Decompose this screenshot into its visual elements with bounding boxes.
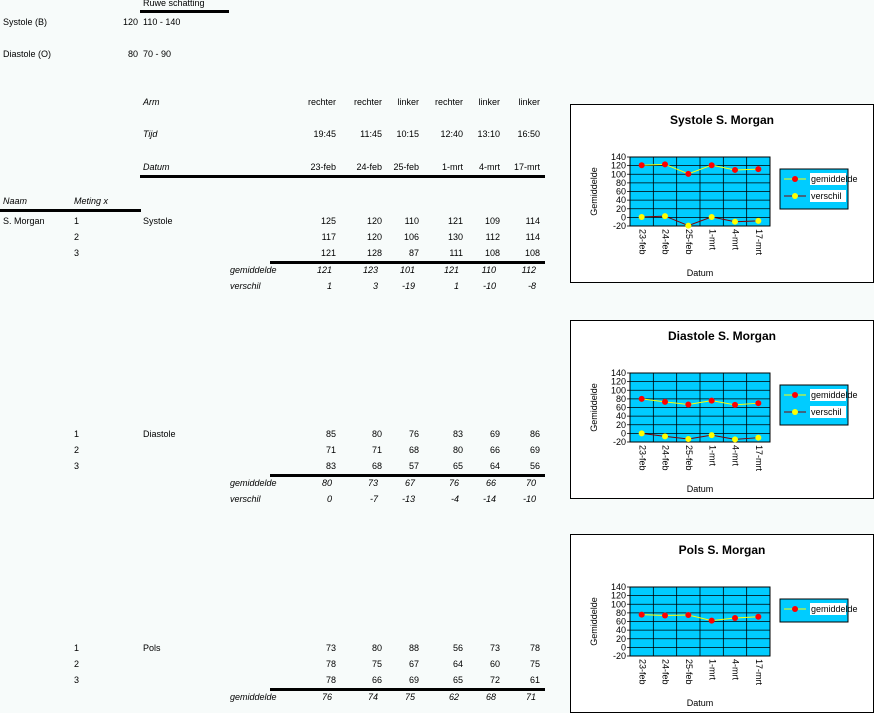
y-tick-label: 140 [610,368,626,378]
x-tick-label: 17-mrt [753,229,764,256]
meta-arms-cell: linker [478,97,500,107]
measurement-cell: 69 [529,445,540,455]
y-axis-label: Gemiddelde [589,167,599,216]
data-point [639,396,645,402]
meta-times-cell: 19:45 [313,129,336,139]
mean-cell: 76 [448,478,459,488]
x-tick-label: 1-mrt [707,659,718,680]
measurement-cell: 65 [452,675,463,685]
mean-label: gemiddelde [230,478,277,488]
legend-label: verschil [811,191,842,201]
mean-cell: 101 [399,265,415,275]
data-point [755,435,761,441]
estimate-value-diastole: 80 [127,49,138,59]
measurement-cell: 83 [325,461,336,471]
measurement-cell: 69 [408,675,419,685]
data-point [662,161,668,167]
estimate-title: Ruwe schatting [143,0,205,8]
measurement-cell: 80 [371,429,382,439]
chart-diastole-svg [571,321,873,498]
data-point [732,615,738,621]
data-point [639,430,645,436]
meting-number: 2 [74,232,80,242]
y-tick-label: -20 [612,221,626,231]
estimate-label-systole: Systole (B) [3,17,48,27]
x-tick-label: 23-feb [637,659,648,685]
y-tick-label: 0 [620,212,626,223]
diff-label: verschil [230,281,261,291]
chart-title: Pols S. Morgan [678,543,766,557]
measurement-cell: 72 [489,675,500,685]
x-tick-label: 17-mrt [753,659,764,686]
diff-label: verschil [230,494,261,504]
meting-number: 1 [74,216,80,226]
mean-cell: 76 [321,692,332,702]
measurement-cell: 73 [489,643,500,653]
estimate-range-diastole: 70 - 90 [143,49,172,59]
mean-cell: 80 [321,478,332,488]
measurement-cell: 117 [321,232,336,242]
measurement-cell: 78 [325,675,336,685]
diff-cell: -19 [401,281,415,291]
patient-name: S. Morgan [3,216,45,226]
x-axis-label: Datum [686,268,714,278]
meta-times-cell: 13:10 [477,129,500,139]
y-tick-label: 100 [610,169,626,180]
measurement-cell: 121 [447,216,463,226]
legend-marker [792,392,798,398]
data-point [639,612,645,618]
legend-marker [792,176,798,182]
legend-marker [792,606,798,612]
chart-title: Systole S. Morgan [669,113,775,127]
measurement-cell: 66 [371,675,382,685]
legend-marker [792,193,798,199]
meta-dates-cell: 1-mrt [442,162,463,172]
data-point [662,612,668,618]
measurement-cell: 65 [452,461,463,471]
mean-cell: 123 [362,265,378,275]
data-point [755,400,761,406]
y-tick-label: 40 [615,411,626,422]
y-axis-label: Gemiddelde [589,597,599,646]
measurement-cell: 120 [366,216,382,226]
measurement-cell: 68 [408,445,419,455]
measurement-cell: 67 [408,659,419,669]
mean-cell: 73 [367,478,378,488]
chart-pols [570,534,874,713]
data-point [685,612,691,618]
chart-pols-svg [571,535,873,712]
y-tick-label: 100 [610,599,626,610]
block-sum-rule [270,261,545,264]
mean-label: gemiddelde [230,692,277,702]
mean-cell: 74 [367,692,378,702]
y-tick-label: 60 [615,616,626,627]
diff-cell: -10 [522,494,536,504]
block-label: Pols [143,643,161,653]
mean-cell: 67 [404,478,415,488]
x-tick-label: 1-mrt [707,445,718,466]
x-tick-label: 4-mrt [730,229,741,250]
legend-marker [792,409,798,415]
diff-cell: -10 [482,281,496,291]
data-point [709,618,715,624]
y-tick-label: 20 [615,419,626,430]
mean-cell: 112 [521,265,536,275]
estimate-value-systole: 120 [122,17,138,27]
y-tick-label: 120 [610,376,626,387]
meta-arms-cell: linker [397,97,419,107]
x-tick-label: 25-feb [683,229,694,255]
measurement-cell: 128 [366,248,382,258]
measurement-cell: 61 [529,675,540,685]
chart-title: Diastole S. Morgan [667,329,777,343]
mean-cell: 66 [485,478,496,488]
mean-cell: 62 [448,692,459,702]
block-sum-rule [270,474,545,477]
x-tick-label: 24-feb [660,445,671,471]
meting-number: 3 [74,248,80,258]
meta-times-cell: 10:15 [396,129,419,139]
data-point [709,162,715,168]
y-tick-label: 40 [615,195,626,206]
data-point [662,433,668,439]
x-tick-label: 17-mrt [753,445,764,472]
block-label: Diastole [143,429,176,439]
meta-times-cell: 12:40 [440,129,463,139]
data-point [685,171,691,177]
measurement-cell: 125 [320,216,336,226]
data-point [709,398,715,404]
measurement-cell: 109 [484,216,500,226]
mean-cell: 75 [404,692,415,702]
legend-label: gemiddelde [811,604,858,614]
measurement-cell: 111 [449,248,463,258]
y-tick-label: 140 [610,582,626,592]
measurement-cell: 76 [408,429,419,439]
measurement-cell: 56 [452,643,463,653]
measurement-cell: 66 [489,445,500,455]
data-point [685,436,691,442]
measurement-cell: 110 [404,216,419,226]
measurement-cell: 120 [366,232,382,242]
meting-number: 3 [74,461,80,471]
measurement-cell: 83 [452,429,463,439]
y-axis-label: Gemiddelde [589,383,599,432]
measurement-cell: 114 [525,216,540,226]
x-tick-label: 23-feb [637,229,648,255]
measurement-cell: 68 [371,461,382,471]
diff-cell: 0 [326,494,332,504]
measurement-cell: 71 [325,445,336,455]
measurement-cell: 75 [371,659,382,669]
mean-label: gemiddelde [230,265,277,275]
x-tick-label: 25-feb [683,445,694,471]
measurement-cell: 71 [371,445,382,455]
measurement-cell: 106 [403,232,419,242]
estimate-title-rule [140,10,229,13]
diff-cell: 1 [453,281,459,291]
measurement-cell: 108 [524,248,540,258]
y-tick-label: 60 [615,402,626,413]
x-tick-label: 25-feb [683,659,694,685]
mean-cell: 70 [525,478,536,488]
y-tick-label: 80 [615,607,626,618]
data-point [755,218,761,224]
data-point [685,223,691,229]
meting-number: 3 [74,675,80,685]
column-header-rule [0,209,141,212]
diff-cell: -7 [369,494,378,504]
meta-dates-cell: 17-mrt [513,162,540,172]
measurement-cell: 85 [325,429,336,439]
measurement-cell: 73 [325,643,336,653]
mean-cell: 68 [485,692,496,702]
data-point [755,614,761,620]
data-point [732,219,738,225]
measurement-cell: 114 [525,232,540,242]
data-point [662,399,668,405]
y-tick-label: 120 [610,590,626,601]
measurement-cell: 121 [320,248,336,258]
meting-number: 2 [74,659,80,669]
measurement-cell: 57 [408,461,419,471]
y-tick-label: 0 [620,642,626,653]
x-tick-label: 24-feb [660,229,671,255]
measurement-cell: 64 [489,461,500,471]
data-point [662,213,668,219]
x-tick-label: 23-feb [637,445,648,471]
meta-times-cell: 11:45 [360,129,382,139]
x-tick-label: 24-feb [660,659,671,685]
estimate-label-diastole: Diastole (O) [3,49,52,59]
y-tick-label: -20 [612,651,626,661]
x-tick-label: 4-mrt [730,445,741,466]
legend-label: gemiddelde [811,174,858,184]
meta-arms-cell: rechter [434,97,463,107]
meting-header: Meting x [74,196,109,206]
meta-dates-cell: 23-feb [310,162,336,172]
chart-systole-svg [571,105,873,282]
meta-times-cell: 16:50 [517,129,540,139]
legend-label: gemiddelde [811,390,858,400]
x-tick-label: 1-mrt [707,229,718,250]
meta-arms-cell: rechter [307,97,336,107]
data-point [755,166,761,172]
meting-number: 1 [74,429,80,439]
x-tick-label: 4-mrt [730,659,741,680]
y-tick-label: -20 [612,437,626,447]
measurement-cell: 86 [529,429,540,439]
chart-systole [570,104,874,283]
measurement-cell: 60 [489,659,500,669]
tijd-label: Tijd [143,129,158,139]
measurement-cell: 130 [447,232,463,242]
y-tick-label: 140 [610,152,626,162]
legend-label: verschil [811,407,842,417]
meta-arms-cell: rechter [353,97,382,107]
y-tick-label: 80 [615,393,626,404]
data-point [709,214,715,220]
measurement-cell: 56 [529,461,540,471]
diff-cell: 3 [372,281,378,291]
header-rule [140,175,545,178]
mean-cell: 71 [525,692,536,702]
y-tick-label: 20 [615,633,626,644]
datum-label: Datum [143,162,170,172]
mean-cell: 121 [316,265,332,275]
measurement-cell: 78 [529,643,540,653]
data-point [732,436,738,442]
meta-dates-cell: 24-feb [356,162,382,172]
diff-cell: -13 [401,494,415,504]
measurement-cell: 64 [452,659,463,669]
measurement-cell: 87 [408,248,419,258]
estimate-range-systole: 110 - 140 [143,17,181,27]
block-sum-rule [270,688,545,691]
y-tick-label: 40 [615,625,626,636]
x-axis-label: Datum [686,484,714,494]
block-label: Systole [143,216,173,226]
data-point [639,214,645,220]
y-tick-label: 20 [615,203,626,214]
measurement-cell: 78 [325,659,336,669]
measurement-cell: 108 [484,248,500,258]
data-point [732,167,738,173]
measurement-cell: 69 [489,429,500,439]
diff-cell: 1 [326,281,332,291]
y-tick-label: 100 [610,385,626,396]
diff-cell: -8 [527,281,536,291]
measurement-cell: 80 [371,643,382,653]
diff-cell: -4 [450,494,459,504]
data-point [639,162,645,168]
measurement-cell: 80 [452,445,463,455]
data-point [709,432,715,438]
diff-cell: -14 [482,494,496,504]
y-tick-label: 120 [610,160,626,171]
y-tick-label: 0 [620,428,626,439]
y-tick-label: 80 [615,177,626,188]
measurement-cell: 88 [408,643,419,653]
meta-dates-cell: 4-mrt [479,162,500,172]
meting-number: 1 [74,643,80,653]
meta-arms-cell: linker [518,97,540,107]
naam-header: Naam [3,196,28,206]
data-point [685,401,691,407]
mean-cell: 121 [443,265,459,275]
meta-dates-cell: 25-feb [393,162,419,172]
y-tick-label: 60 [615,186,626,197]
measurement-cell: 112 [485,232,500,242]
chart-diastole [570,320,874,499]
meting-number: 2 [74,445,80,455]
arm-label: Arm [143,97,160,107]
mean-cell: 110 [481,265,496,275]
x-axis-label: Datum [686,698,714,708]
data-point [732,402,738,408]
measurement-cell: 75 [529,659,540,669]
